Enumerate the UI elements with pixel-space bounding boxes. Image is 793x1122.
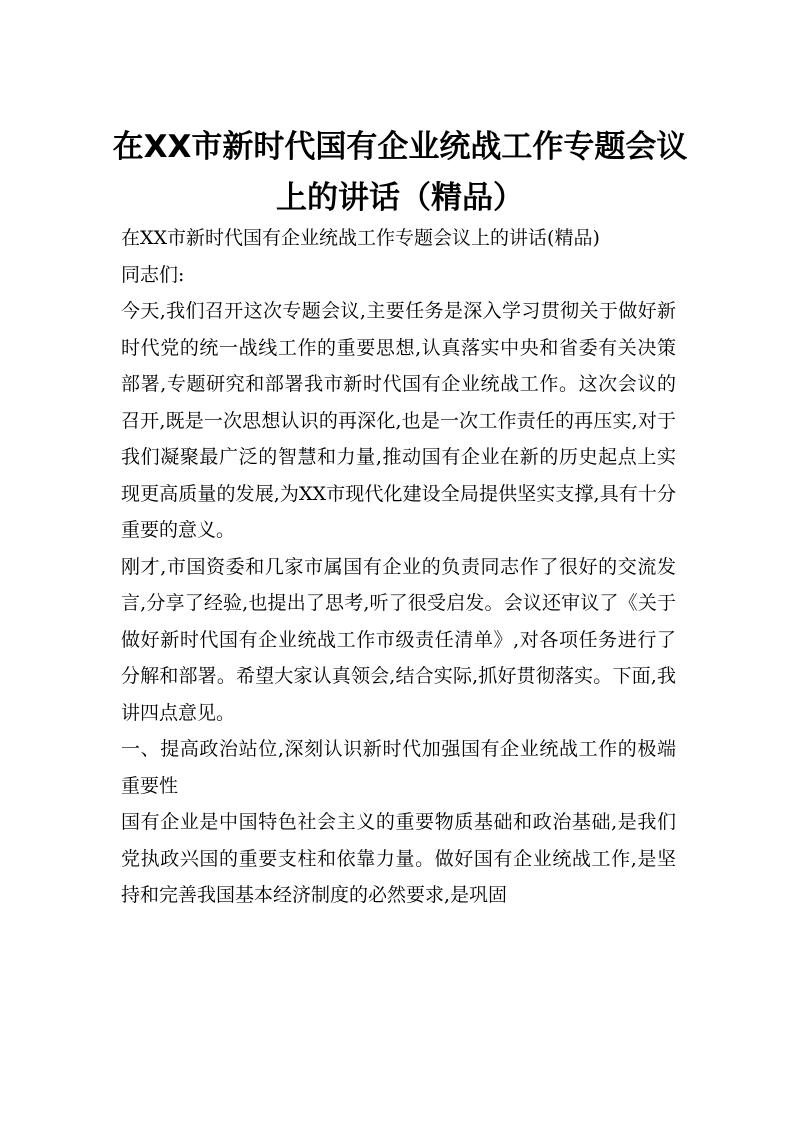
paragraph-review: 刚才,市国资委和几家市属国有企业的负责同志作了很好的交流发言,分享了经验,也提出了思考,听了很受启发。会议还审议了《关于做好新时代国有企业统战工作市级责任清单》,对各项任务进行了分解和部署。希望大家认真领会,结合实际,抓好贯彻落实。下面,我讲四点意见。 xyxy=(121,555,676,724)
paragraph-salutation: 同志们: xyxy=(121,263,185,286)
paragraph-opening: 今天,我们召开这次专题会议,主要任务是深入学习贯彻关于做好新时代党的统一战线工作的重要思想,认真落实中央和省委有关决策部署,专题研究和部署我市新时代国有企业统战工作。这次会议的召开,既是一次思想认识的再深化,也是一次工作责任的再压实,对于我们凝聚最广泛的智慧和力量,推动国有企业在新的历史起点上实现更高质量的发展,为XX市现代化建设全局提供坚实支撑,具有十分重要的意义。 xyxy=(121,300,676,541)
document-body xyxy=(121,220,676,914)
section-heading-1: 一、提高政治站位,深刻认识新时代加强国有企业统战工作的极端重要性 xyxy=(121,738,676,797)
paragraph-section-1: 国有企业是中国特色社会主义的重要物质基础和政治基础,是我们党执政兴国的重要支柱和依靠力量。做好国有企业统战工作,是坚持和完善我国基本经济制度的必然要求,是巩固 xyxy=(121,811,676,906)
paragraph-subtitle: 在XX市新时代国有企业统战工作专题会议上的讲话(精品) xyxy=(121,227,600,249)
document-title xyxy=(100,122,700,224)
title-line-2: 上的讲话（精品） xyxy=(276,180,524,216)
title-line-1: 在XX市新时代国有企业统战工作专题会议 xyxy=(112,129,688,165)
